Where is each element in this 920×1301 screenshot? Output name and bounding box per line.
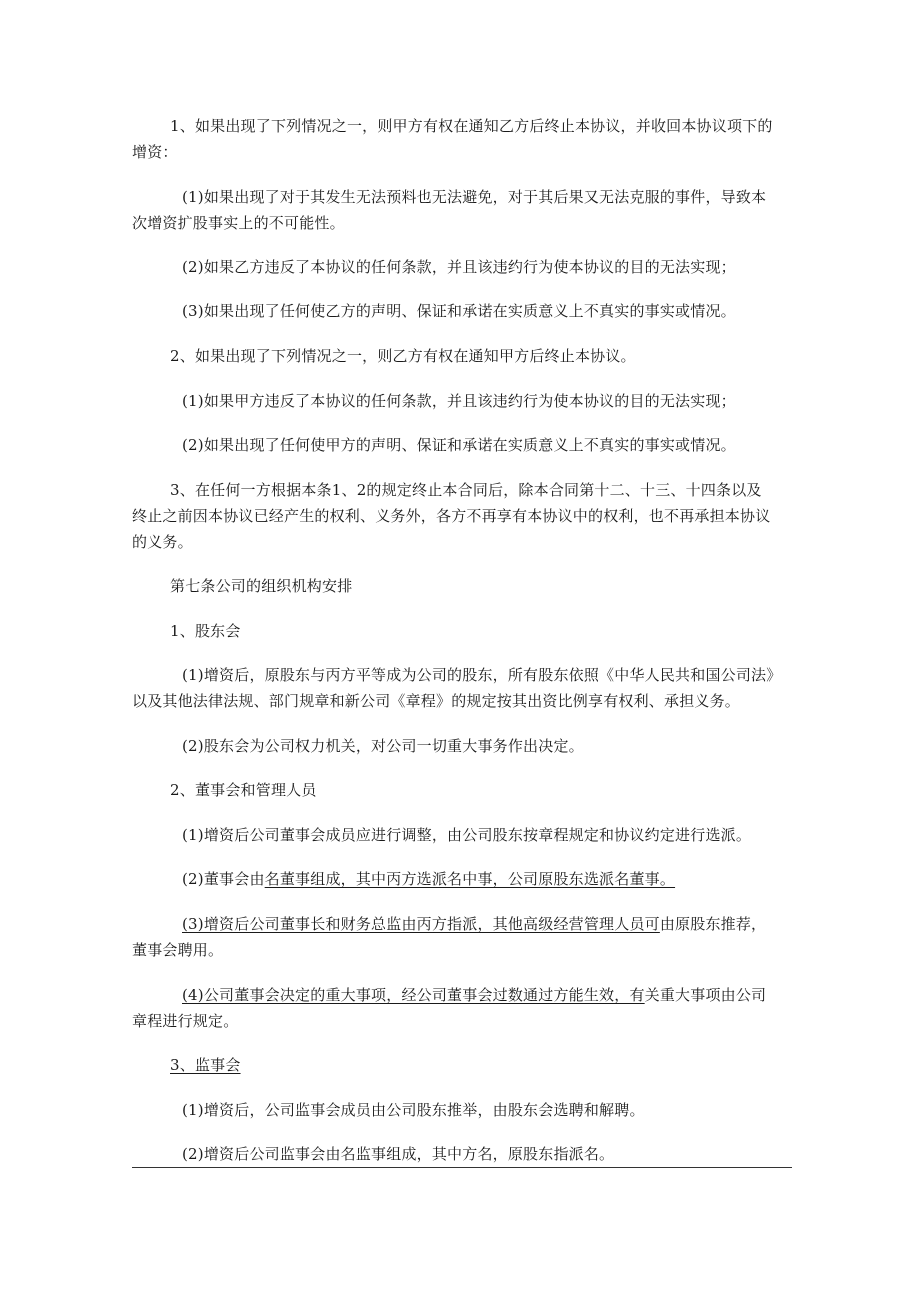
underlined-text: 名董事组成，其中丙方选派名中事，公司原股东选派名董事。 [264, 870, 676, 888]
paragraph-line: 增资： [132, 143, 178, 161]
paragraph-line: (1)如果甲方违反了本协议的任何条款，并且该违约行为使本协议的目的无法实现； [182, 392, 736, 410]
paragraph-line: 以及其他法律法规、部门规章和新公司《章程》的规定按其出资比例享有权利、承担义务。 [132, 692, 741, 710]
underlined-text: (4)公司董事会决定的重大事项，经公司董事会过数通过方能生效，有 [182, 986, 645, 1004]
section-heading: 2、董事会和管理人员 [170, 781, 317, 799]
paragraph-line: 章程进行规定。 [132, 1012, 239, 1030]
paragraph-line: (1)增资后，原股东与丙方平等成为公司的股东，所有股东依照《中华人民共和国公司法》 [182, 666, 782, 684]
page-bottom-rule [132, 1167, 792, 1168]
paragraph-text: 由原股东推荐， [659, 915, 767, 933]
paragraph-line: 终止之前因本协议已经产生的权利、义务外，各方不再享有本协议中的权利，也不再承担本协议 [132, 507, 771, 525]
paragraph-line: (2)增资后公司监事会由名监事组成，其中方名，原股东指派名。 [182, 1145, 615, 1163]
paragraph-text: 关重大事项由公司 [644, 986, 767, 1004]
paragraph-line: 次增资扩股事实上的不可能性。 [132, 214, 345, 232]
paragraph-line [132, 984, 792, 1006]
paragraph-line: (1)增资后，公司监事会成员由公司股东推举，由股东会选聘和解聘。 [182, 1101, 645, 1119]
paragraph-line: (1)增资后公司董事会成员应进行调整，由公司股东按章程规定和协议约定进行选派。 [182, 826, 752, 844]
paragraph-line: (2)如果乙方违反了本协议的任何条款，并且该违约行为使本协议的目的无法实现； [182, 258, 736, 276]
article-heading: 第七条公司的组织机构安排 [170, 577, 353, 595]
section-heading: 1、股东会 [170, 622, 241, 640]
underlined-text: 3、监事会 [170, 1056, 241, 1074]
paragraph-line: 董事会聘用。 [132, 941, 224, 959]
paragraph-line: (2)如果出现了任何使甲方的声明、保证和承诺在实质意义上不真实的事实或情况。 [182, 436, 736, 454]
paragraph-line: (1)如果出现了对于其发生无法预料也无法避免，对于其后果又无法克服的事件，导致本 [182, 188, 767, 206]
paragraph-line: 的义务。 [132, 533, 193, 551]
paragraph-line [132, 868, 792, 890]
paragraph-line: 1、如果出现了下列情况之一，则甲方有权在通知乙方后终止本协议，并收回本协议项下的 [170, 117, 773, 135]
paragraph-text: (2)董事会由 [182, 870, 265, 888]
paragraph-line: (2)股东会为公司权力机关，对公司一切重大事务作出决定。 [182, 737, 584, 755]
document-page [132, 0, 792, 1301]
paragraph-line [132, 913, 792, 935]
section-heading [132, 1054, 792, 1076]
underlined-text: (3)增资后公司董事长和财务总监由丙方指派，其他高级经营管理人员可 [182, 915, 660, 933]
paragraph-line: 2、如果出现了下列情况之一，则乙方有权在通知甲方后终止本协议。 [170, 347, 636, 365]
paragraph-line: (3)如果出现了任何使乙方的声明、保证和承诺在实质意义上不真实的事实或情况。 [182, 302, 736, 320]
paragraph-line: 3、在任何一方根据本条1、2的规定终止本合同后，除本合同第十二、十三、十四条以及 [170, 481, 762, 499]
